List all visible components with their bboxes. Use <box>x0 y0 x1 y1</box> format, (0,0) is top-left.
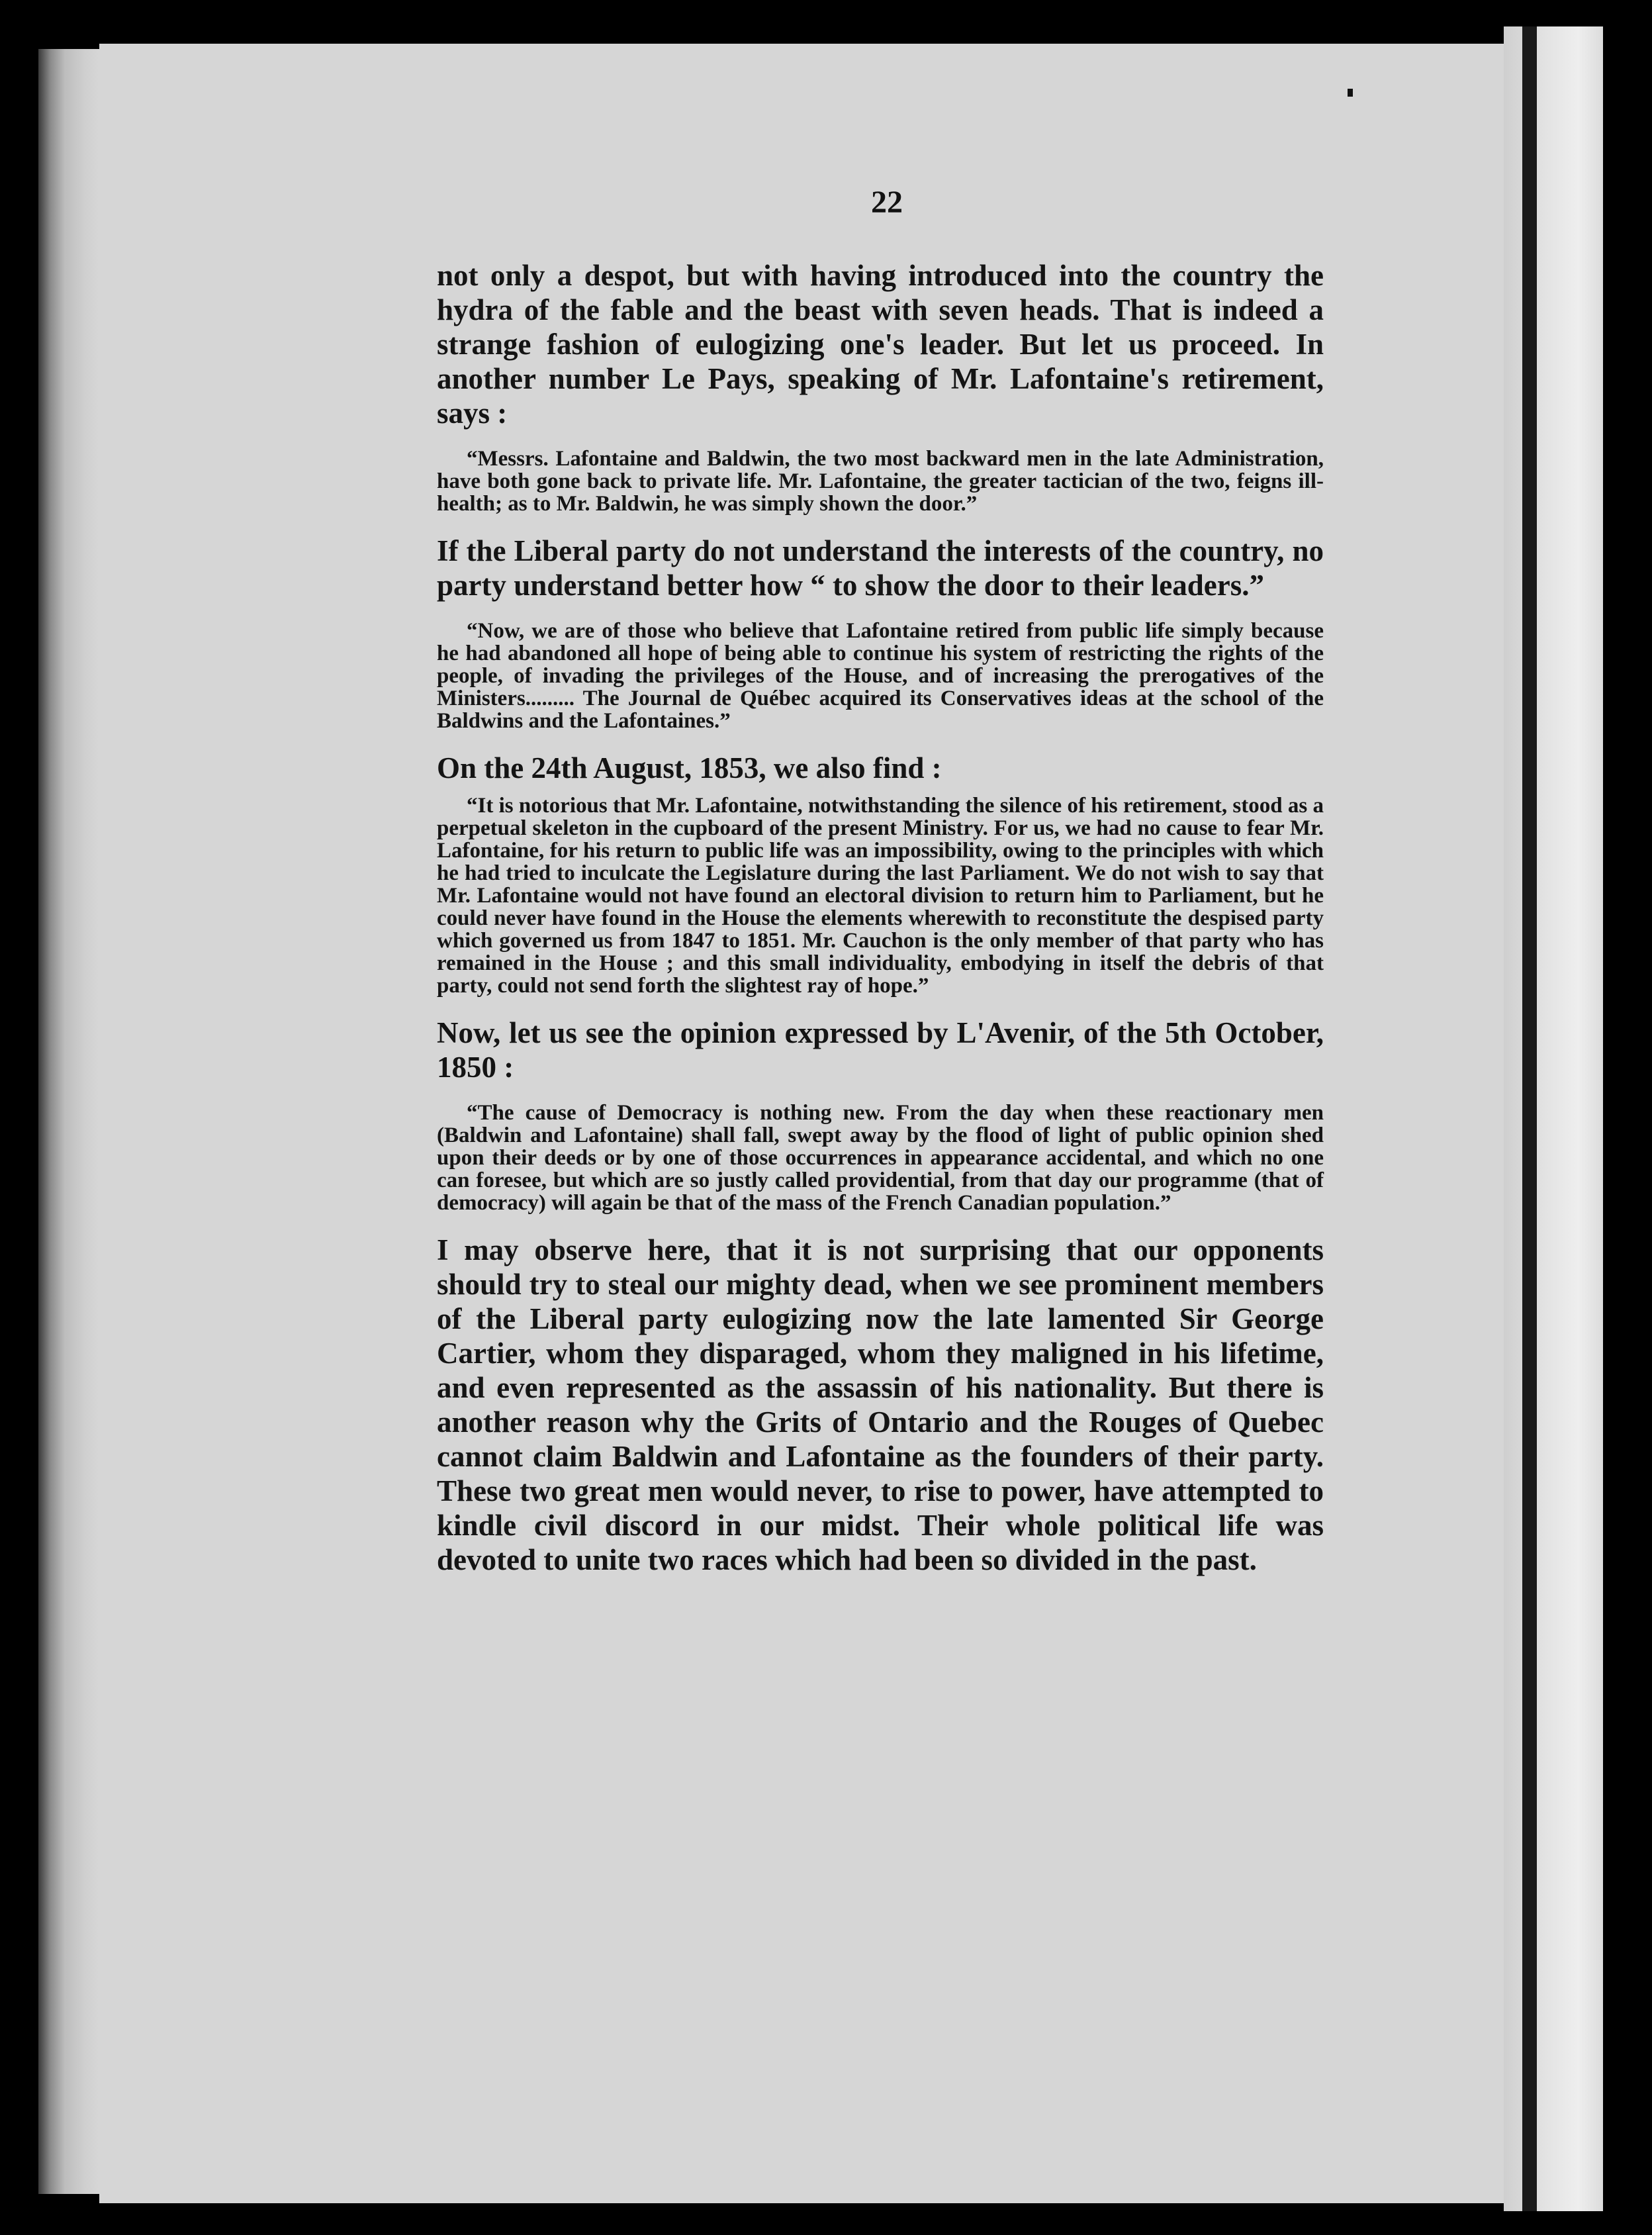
block-quote: “Messrs. Lafontaine and Baldwin, the two most backward men in the late Administration, have both gone back to private life. Mr. Lafontaine, the greater tactician of the two, feigns ill-health; as to Mr. Baldwin, he was simply shown the door.” <box>437 447 1324 516</box>
body-paragraph: If the Liberal party do not understand the interests of the country, no party understand better how “ to show the door to their leaders.” <box>437 534 1324 602</box>
body-paragraph: On the 24th August, 1853, we also find : <box>437 751 942 785</box>
scan-binding-shadow <box>1522 26 1537 2211</box>
body-paragraph: not only a despot, but with having introduced into the country the hydra of the fable and the beast with seven heads. That is indeed a strange fashion of eulogizing one's leader. But let us proceed. In another number Le Pays, speaking of Mr. Lafontaine's retirement, says : <box>437 259 1324 430</box>
body-paragraph: Now, let us see the opinion expressed by L'Avenir, of the 5th October, 1850 : <box>437 1016 1324 1084</box>
block-quote: “It is notorious that Mr. Lafontaine, notwithstanding the silence of his retirement, stood as a perpetual skeleton in the cupboard of the present Ministry. For us, we had no cause to fear Mr. Lafontaine, for his return to public life was an impossibility, owing to the principles with which he had tried to inculcate the Legislature during the last Parliament. We do not wish to say that Mr. Lafontaine would not have found an electoral division to return him to Parliament, but he could never have found in the House the elements wherewith to reconstitute the despised party which governed us from 1847 to 1851. Mr. Cauchon is the only member of that party who has remained in the House ; and this small individuality, embodying in itself the debris of that party, could not send forth the slightest ray of hope.” <box>437 794 1324 998</box>
scan-left-page-edge <box>38 49 105 2194</box>
scan-right-page-edge <box>1504 26 1603 2211</box>
scan-speck <box>1348 89 1353 97</box>
block-quote: “Now, we are of those who believe that Lafontaine retired from public life simply because he had abandoned all hope of being able to continue his system of restricting the rights of the people, of invading the privileges of the House, and of increasing the prerogatives of the Ministers......... The Journal de Québec acquired its Conservatives ideas at the school of the Baldwins and the Lafontaines.” <box>437 619 1324 733</box>
block-quote: “The cause of Democracy is nothing new. From the day when these reactionary men (Baldwin and Lafontaine) shall fall, swept away by the flood of light of public opinion shed upon their deeds or by one of those occurrences in appearance accidental, and which no one can foresee, but which are so justly called providential, from that day our programme (that of democracy) will again be that of the mass of the French Canadian population.” <box>437 1101 1324 1215</box>
page-number: 22 <box>871 185 903 220</box>
body-paragraph: I may observe here, that it is not surprising that our opponents should try to steal our mighty dead, when we see prominent members of the Liberal party eulogizing now the late lamented Sir George Cartier, whom they disparaged, whom they maligned in his lifetime, and even represented as the assassin of his nationality. But there is another reason why the Grits of Ontario and the Rouges of Quebec cannot claim Baldwin and Lafontaine as the founders of their party. These two great men would never, to rise to power, have attempted to kindle civil discord in our midst. Their whole political life was devoted to unite two races which had been so divided in the past. <box>437 1233 1324 1576</box>
page-body <box>437 258 1324 1577</box>
